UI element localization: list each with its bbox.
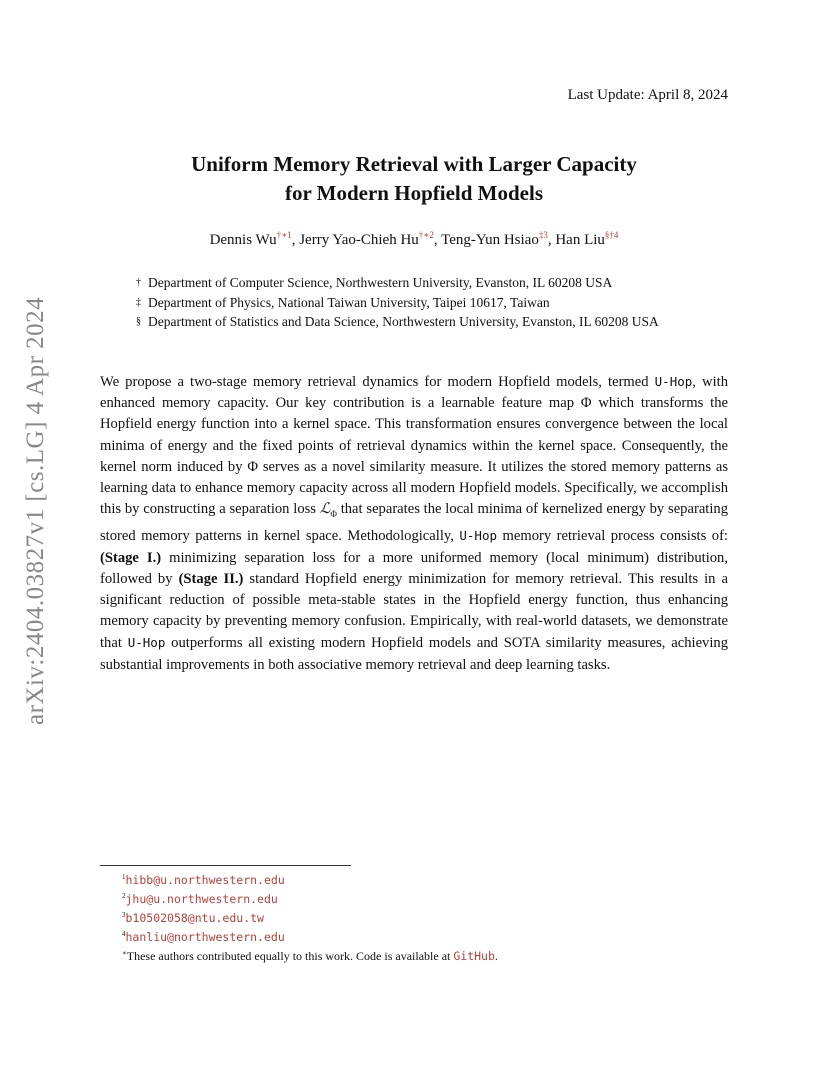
abstract-text: , with enhanced memory capacity. Our key contribution is a learnable feature map Φ which transforms the Hopfield energy function into a kernel space. This transformation ensures convergence between the local minima of energy and the fixed points of retrieval dynamics within the kernel space. Consequently, the kernel norm induced by Φ serves as a novel similarity measure. It utilizes the stored memory patterns as learning data to enhance memory capacity across all modern Hopfield models. Specifically, we accomplish this by constructing a separation loss	[100, 374, 728, 518]
abstract-text: standard Hopfield energy minimization for memory retrieval. This results in a significant reduction of possible meta-stable states in the Hopfield energy function, thus enhancing memory capacity by preventing memory confusion. Empirically, with real-world datasets, we demonstrate that	[100, 570, 728, 652]
affiliation-text: Department of Physics, National Taiwan University, Taipei 10617, Taiwan	[148, 294, 550, 310]
title-line-2: for Modern Hopfield Models	[284, 181, 543, 205]
equal-contribution-note	[122, 945, 498, 964]
affiliations	[136, 273, 659, 332]
author-marks[interactable]: †∗1	[276, 230, 292, 240]
footnote-item	[122, 888, 498, 907]
email-link[interactable]: jhu@u.northwestern.edu	[125, 892, 278, 906]
arxiv-identifier: arXiv:2404.03827v1 [cs.LG] 4 Apr 2024	[22, 296, 49, 725]
abstract	[100, 371, 728, 676]
uhop-term: U-Hop	[654, 374, 693, 389]
author-marks[interactable]: §†4	[604, 230, 619, 240]
note-text: These authors contributed equally to this work. Code is available at	[126, 949, 454, 963]
github-link[interactable]: GitHub	[453, 949, 495, 963]
loss-subscript: Φ	[330, 509, 337, 520]
author-marks[interactable]: ‡3	[538, 230, 548, 240]
footnote-item	[122, 926, 498, 945]
abstract-text: minimizing separation loss for a more uniformed memory (local minimum) distribution, followed by	[100, 549, 728, 587]
footnote-rule	[100, 865, 351, 866]
author-list: Dennis $Wu^{\dagger∗1}$, Jerry Yao-Chieh $Hu^{\dagger∗2}$, Teng-Yun Hsiao$^{\ddagger 3}$, Han Liu$^{\S\dagger 4}$	[209, 230, 619, 248]
affiliation-mark: ‡	[136, 296, 141, 308]
loss-symbol: ℒ	[319, 501, 331, 518]
abstract-text: memory retrieval process consists of:	[497, 528, 728, 545]
note-end: .	[494, 949, 498, 963]
footnote-item	[122, 869, 498, 888]
footnote-item	[122, 907, 498, 926]
stage-2-label: (Stage II.)	[178, 570, 244, 587]
title-line-1: Uniform Memory Retrieval with Larger Capacity	[191, 152, 637, 176]
author-name: Teng-Yun Hsiao	[441, 232, 539, 248]
last-update: Last Update: April 8, 2024	[567, 87, 728, 103]
email-link[interactable]: hibb@u.northwestern.edu	[125, 873, 285, 887]
footnote-mark: ∗	[122, 949, 127, 957]
footnote-mark: 2	[122, 892, 126, 900]
affiliation-mark: †	[136, 277, 141, 288]
abstract-text: We propose a two-stage memory retrieval dynamics for modern Hopfield models, termed	[100, 374, 655, 390]
email-link[interactable]: b10502058@ntu.edu.tw	[125, 911, 264, 925]
uhop-term: U-Hop	[127, 635, 166, 651]
footnote-mark: 4	[122, 930, 126, 938]
footnote-mark: 1	[122, 873, 126, 881]
affiliation-item	[136, 312, 659, 332]
affiliation-item	[136, 293, 659, 313]
footnote-mark: 3	[122, 911, 126, 919]
affiliation-text: Department of Computer Science, Northwestern University, Evanston, IL 60208 USA	[148, 275, 613, 290]
author-name: Han Liu	[555, 232, 605, 248]
affiliation-text: Department of Statistics and Data Science, Northwestern University, Evanston, IL 60208 USA	[148, 314, 659, 329]
author-name: Jerry Yao-Chieh Hu	[299, 232, 419, 248]
abstract-text: that separates the local minima of kernelized energy by separating stored memory patterns in kernel space. Methodologically,	[100, 501, 728, 545]
stage-1-label: (Stage I.)	[100, 549, 162, 566]
affiliation-item	[136, 273, 659, 293]
abstract-text: outperforms all existing modern Hopfield models and SOTA similarity measures, achieving substantial improvements in both associative memory retrieval and deep learning tasks.	[100, 635, 728, 673]
uhop-term: U-Hop	[459, 528, 498, 544]
paper-title	[0, 150, 828, 208]
affiliation-mark: §	[136, 316, 141, 327]
email-link[interactable]: hanliu@northwestern.edu	[125, 930, 285, 944]
author-name: Dennis Wu	[209, 232, 277, 248]
author-marks[interactable]: †∗2	[418, 230, 434, 240]
footnotes	[122, 869, 498, 964]
